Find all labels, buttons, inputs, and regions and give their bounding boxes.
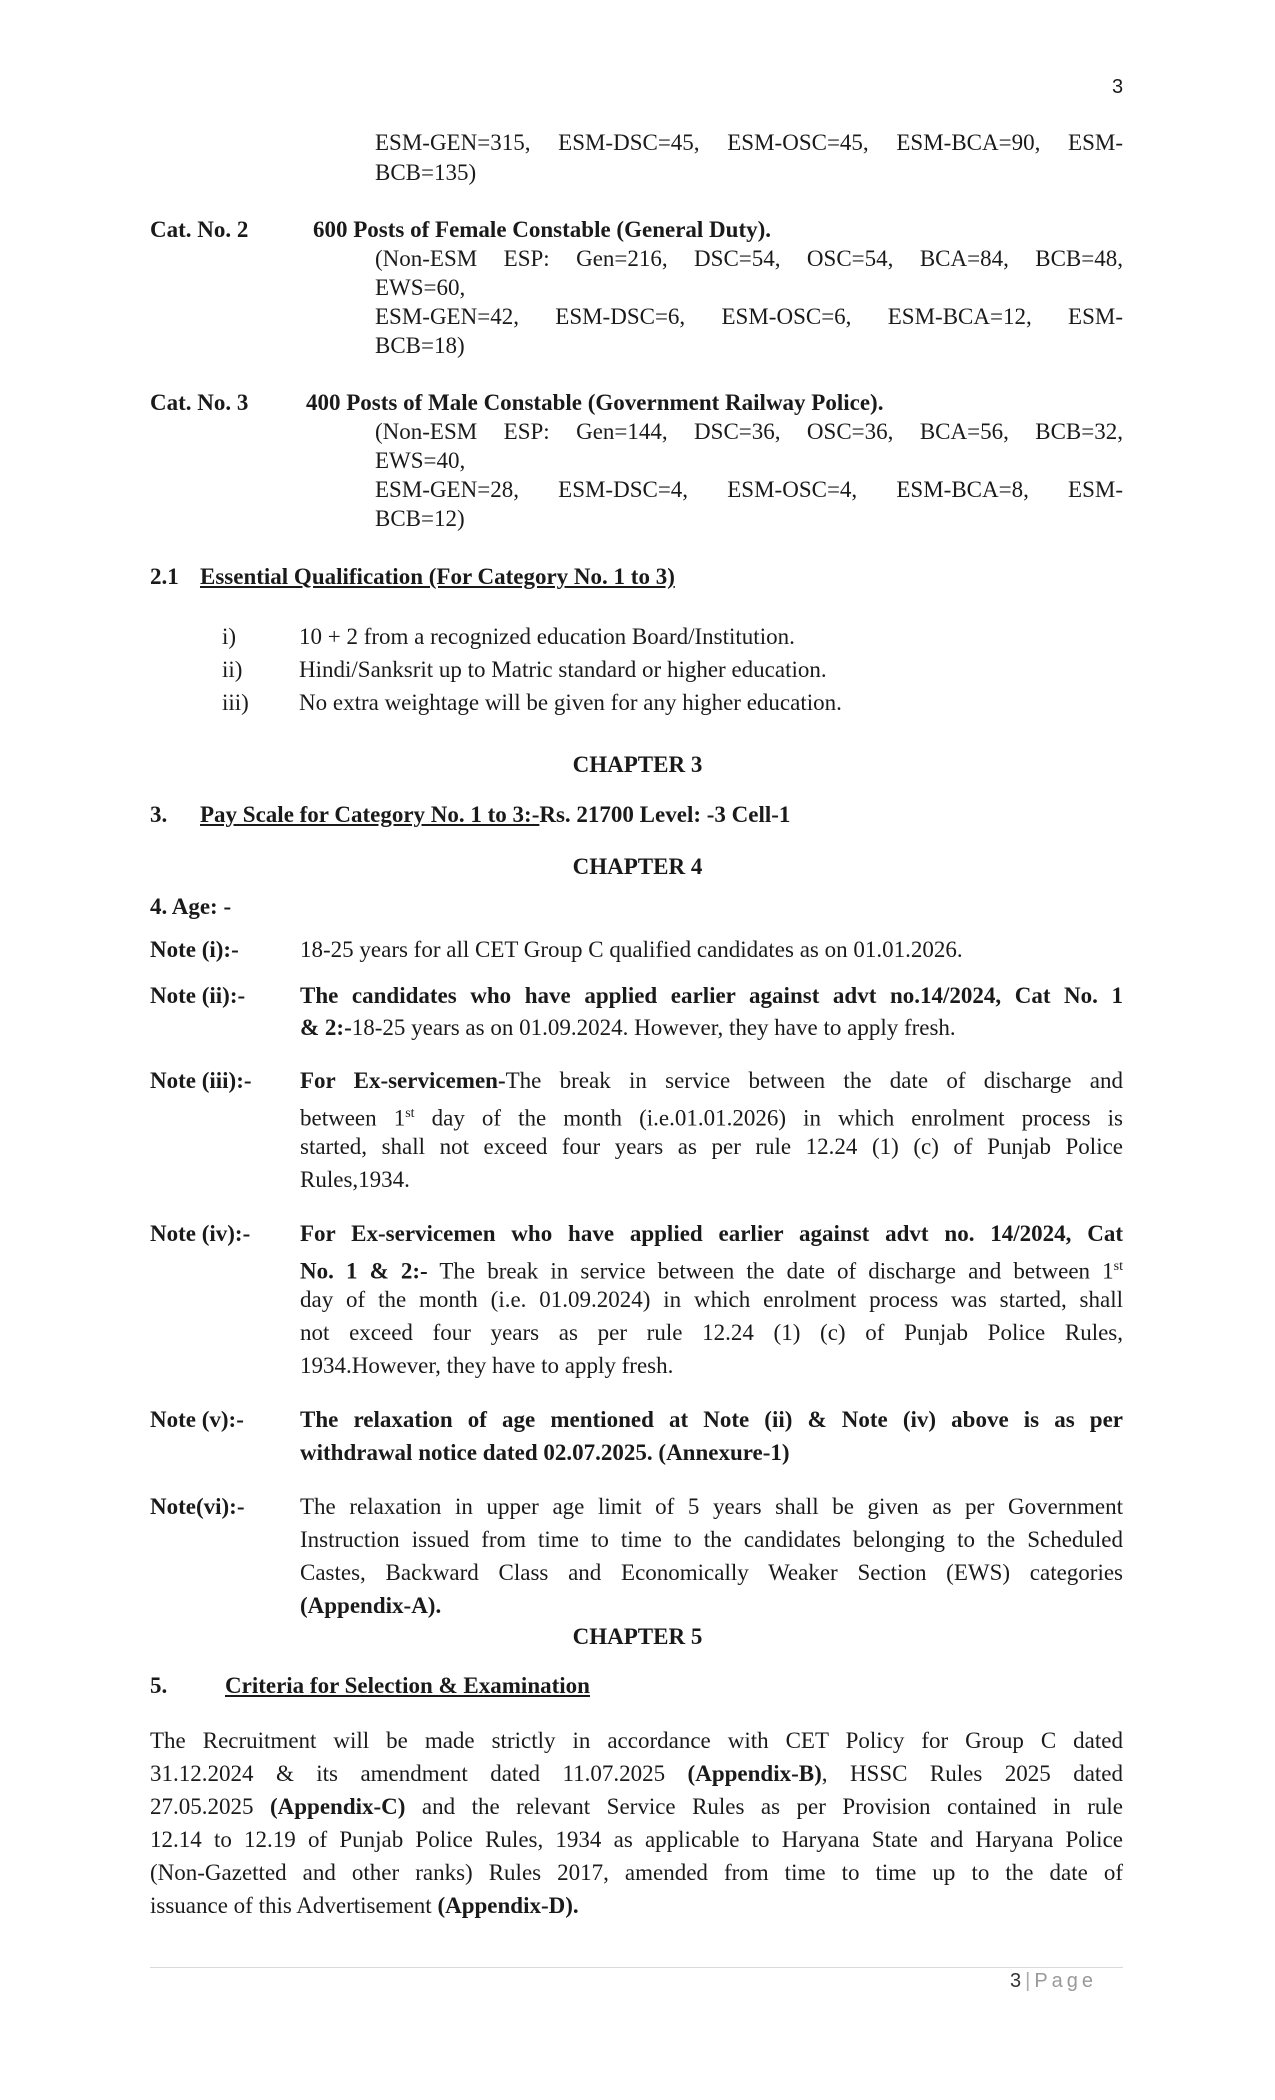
- note-2-line-2: & 2:-18-25 years as on 01.09.2024. However, they have to apply fresh.: [300, 1015, 956, 1040]
- qual-item-3-text: No extra weightage will be given for any higher education.: [299, 690, 842, 715]
- section-3-number: 3.: [150, 802, 168, 827]
- para5-line-3: 27.05.2025 (Appendix-C) and the relevant Service Rules as per Provision contained in rule: [150, 1794, 1123, 1819]
- section-5-number: 5.: [150, 1673, 168, 1698]
- section-2-1-number: 2.1: [150, 564, 179, 589]
- cat1-line-1: ESM-GEN=315, ESM-DSC=45, ESM-OSC=45, ESM-BCA=90, ESM-: [375, 130, 1123, 155]
- note-3-label: Note (iii):-: [150, 1068, 252, 1093]
- note-5-line-2: withdrawal notice dated 02.07.2025. (Annexure-1): [300, 1440, 790, 1465]
- note-4-line-5: 1934.However, they have to apply fresh.: [300, 1353, 674, 1378]
- page-number-top: 3: [1112, 76, 1124, 98]
- cat3-line-2: EWS=40,: [375, 448, 466, 473]
- cat3-line-4: BCB=12): [375, 506, 465, 531]
- qual-item-2-marker: ii): [222, 657, 243, 682]
- cat2-label: Cat. No. 2: [150, 217, 249, 242]
- cat3-label: Cat. No. 3: [150, 390, 249, 415]
- cat3-title: 400 Posts of Male Constable (Government Railway Police).: [306, 390, 884, 415]
- note-6-line-2: Instruction issued from time to time to the candidates belonging to the Scheduled: [300, 1527, 1123, 1552]
- qual-item-2-text: Hindi/Sanksrit up to Matric standard or higher education.: [299, 657, 827, 682]
- cat2-line-3: ESM-GEN=42, ESM-DSC=6, ESM-OSC=6, ESM-BCA=12, ESM-: [375, 304, 1123, 329]
- section-5-title: Criteria for Selection & Examination: [225, 1673, 590, 1698]
- chapter-4-heading: CHAPTER 4: [572, 854, 703, 879]
- footer-separator: |: [1025, 1970, 1031, 1992]
- note-3-line-2: between 1st day of the month (i.e.01.01.2026) in which enrolment process is: [300, 1105, 1123, 1131]
- note-3-line-4: Rules,1934.: [300, 1167, 410, 1192]
- qual-item-3-marker: iii): [222, 690, 249, 715]
- footer-page-number: 3: [1010, 1970, 1022, 1992]
- note-2-label: Note (ii):-: [150, 983, 246, 1008]
- note-4-line-1: For Ex-servicemen who have applied earlier against advt no. 14/2024, Cat: [300, 1221, 1123, 1246]
- note-1-label: Note (i):-: [150, 937, 239, 962]
- note-3-line-3: started, shall not exceed four years as per rule 12.24 (1) (c) of Punjab Police: [300, 1134, 1123, 1159]
- note-3-line-1: For Ex-servicemen-The break in service between the date of discharge and: [300, 1068, 1123, 1093]
- section-2-1-title: Essential Qualification (For Category No. 1 to 3): [200, 564, 675, 589]
- note-5-label: Note (v):-: [150, 1407, 244, 1432]
- note-4-line-4: not exceed four years as per rule 12.24 (1) (c) of Punjab Police Rules,: [300, 1320, 1123, 1345]
- note-2-line-1: The candidates who have applied earlier against advt no.14/2024, Cat No. 1: [300, 983, 1123, 1008]
- para5-line-1: The Recruitment will be made strictly in accordance with CET Policy for Group C dated: [150, 1728, 1123, 1753]
- note-4-label: Note (iv):-: [150, 1221, 251, 1246]
- cat3-line-1: (Non-ESM ESP: Gen=144, DSC=36, OSC=36, BCA=56, BCB=32,: [375, 419, 1123, 444]
- section-3-title: Pay Scale for Category No. 1 to 3:-Rs. 21700 Level: -3 Cell-1: [200, 802, 791, 827]
- section-4-heading: 4. Age: -: [150, 894, 232, 919]
- cat2-line-2: EWS=60,: [375, 275, 466, 300]
- note-6-line-3: Castes, Backward Class and Economically Weaker Section (EWS) categories: [300, 1560, 1123, 1585]
- cat1-line-2: BCB=135): [375, 160, 477, 185]
- note-6-line-1: The relaxation in upper age limit of 5 years shall be given as per Government: [300, 1494, 1123, 1519]
- note-1-text: 18-25 years for all CET Group C qualified candidates as on 01.01.2026.: [300, 937, 963, 962]
- qual-item-1-marker: i): [222, 624, 237, 649]
- cat3-line-3: ESM-GEN=28, ESM-DSC=4, ESM-OSC=4, ESM-BCA=8, ESM-: [375, 477, 1123, 502]
- footer-page-word: Page: [1034, 1970, 1098, 1992]
- note-4-line-3: day of the month (i.e. 01.09.2024) in which enrolment process was started, shall: [300, 1287, 1123, 1312]
- para5-line-4: 12.14 to 12.19 of Punjab Police Rules, 1934 as applicable to Haryana State and Haryana Police: [150, 1827, 1123, 1852]
- cat2-title: 600 Posts of Female Constable (General Duty).: [313, 217, 772, 242]
- chapter-5-heading: CHAPTER 5: [572, 1624, 703, 1649]
- note-5-line-1: The relaxation of age mentioned at Note (ii) & Note (iv) above is as per: [300, 1407, 1123, 1432]
- para5-line-6: issuance of this Advertisement (Appendix-D).: [150, 1893, 579, 1918]
- para5-line-5: (Non-Gazetted and other ranks) Rules 2017, amended from time to time up to the date of: [150, 1860, 1123, 1885]
- para5-line-2: 31.12.2024 & its amendment dated 11.07.2025 (Appendix-B), HSSC Rules 2025 dated: [150, 1761, 1124, 1786]
- cat2-line-1: (Non-ESM ESP: Gen=216, DSC=54, OSC=54, BCA=84, BCB=48,: [375, 246, 1123, 271]
- note-4-line-2: No. 1 & 2:- The break in service between the date of discharge and between 1st: [300, 1258, 1123, 1284]
- footer-page-label: [1010, 1970, 1097, 1993]
- qual-item-1-text: 10 + 2 from a recognized education Board/Institution.: [299, 624, 795, 649]
- chapter-3-heading: CHAPTER 3: [572, 752, 703, 777]
- note-6-line-4: (Appendix-A).: [300, 1593, 442, 1618]
- footer-rule: [150, 1967, 1123, 1968]
- cat2-line-4: BCB=18): [375, 333, 465, 358]
- note-6-label: Note(vi):-: [150, 1494, 245, 1519]
